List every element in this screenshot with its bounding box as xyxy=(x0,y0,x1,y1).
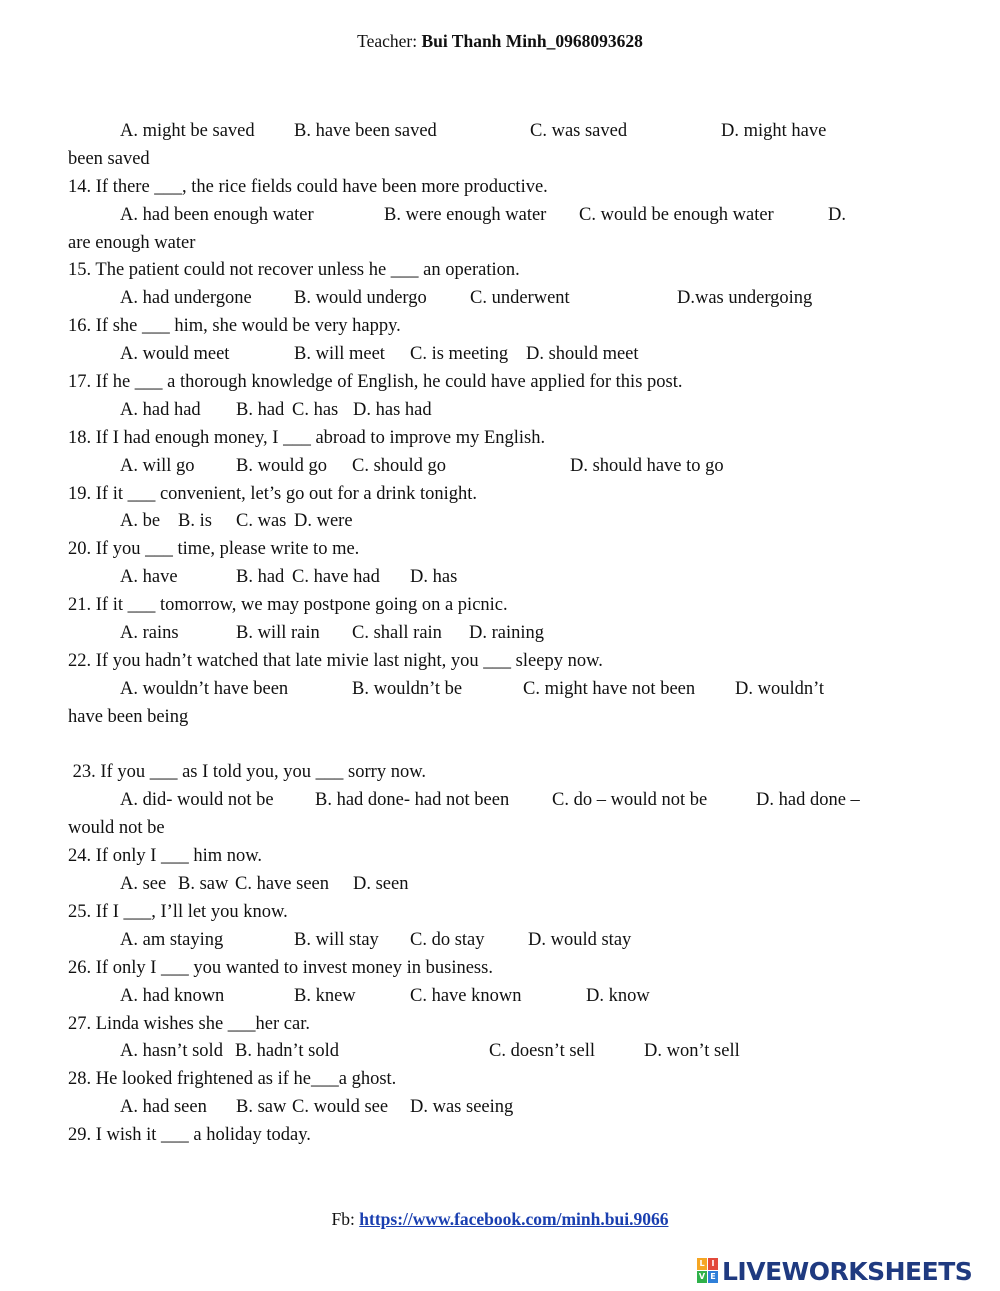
options-19: A. be B. is C. was D. were xyxy=(120,511,353,532)
options-15: A. had undergone B. would undergo C. underwent D.was undergoing xyxy=(120,288,813,309)
facebook-link[interactable]: https://www.facebook.com/minh.bui.9066 xyxy=(359,1209,669,1229)
question-28: 28. He looked frightened as if he___a ghost. xyxy=(68,1069,397,1090)
question-16: 16. If she ___ him, she would be very happy. xyxy=(68,316,401,337)
options-27: A. hasn’t sold B. hadn’t sold C. doesn’t sell D. won’t sell xyxy=(120,1041,740,1062)
question-21: 21. If it ___ tomorrow, we may postpone going on a picnic. xyxy=(68,595,508,616)
options-20: A. have B. had C. have had D. has xyxy=(120,567,458,588)
options-21: A. rains B. will rain C. shall rain D. raining xyxy=(120,623,545,644)
question-29: 29. I wish it ___ a holiday today. xyxy=(68,1125,311,1146)
options-28: A. had seen B. saw C. would see D. was seeing xyxy=(120,1097,514,1118)
options-24: A. see B. saw C. have seen D. seen xyxy=(120,874,409,895)
options-13: A. might be saved B. have been saved C. was saved D. might have xyxy=(120,121,827,141)
options-26: A. had known B. knew C. have known D. know xyxy=(120,985,650,1006)
question-15: 15. The patient could not recover unless he ___ an operation. xyxy=(68,260,520,281)
question-25: 25. If I ___, I’ll let you know. xyxy=(68,901,288,922)
page-header: Teacher: Bui Thanh Minh_0968093628 xyxy=(357,31,643,51)
question-17: 17. If he ___ a thorough knowledge of English, he could have applied for this post. xyxy=(68,372,683,393)
page-footer: Fb: https://www.facebook.com/minh.bui.9066 xyxy=(331,1209,669,1229)
question-19: 19. If it ___ convenient, let’s go out for a drink tonight. xyxy=(68,483,477,504)
options-23-wrap: would not be xyxy=(68,818,165,839)
liveworksheets-icon: L I V E xyxy=(697,1258,719,1284)
teacher-name: Bui Thanh Minh_0968093628 xyxy=(421,31,643,51)
question-22: 22. If you hadn’t watched that late mivie last night, you ___ sleepy now. xyxy=(68,650,603,671)
question-23: 23. If you ___ as I told you, you ___ sorry now. xyxy=(68,762,426,783)
question-27: 27. Linda wishes she ___her car. xyxy=(68,1013,310,1034)
question-14: 14. If there ___, the rice fields could have been more productive. xyxy=(68,176,548,197)
worksheet-body xyxy=(68,118,868,1150)
options-14-wrap: are enough water xyxy=(68,232,196,253)
blank-line xyxy=(68,732,868,760)
question-24: 24. If only I ___ him now. xyxy=(68,846,263,867)
options-25: A. am staying B. will stay C. do stay D. would stay xyxy=(120,929,632,950)
options-16: A. would meet B. will meet C. is meeting D. should meet xyxy=(120,344,639,365)
question-20: 20. If you ___ time, please write to me. xyxy=(68,539,360,560)
options-13-wrap: been saved xyxy=(68,148,150,169)
options-14: A. had been enough water B. were enough water C. would be enough water D. xyxy=(120,204,846,225)
options-23: A. did- would not be B. had done- had not been C. do – would not be D. had done – xyxy=(120,790,860,811)
liveworksheets-logo xyxy=(697,1254,997,1288)
question-18: 18. If I had enough money, I ___ abroad to improve my English. xyxy=(68,427,546,448)
options-17: A. had had B. had C. has D. has had xyxy=(120,399,432,420)
options-18: A. will go B. would go C. should go D. should have to go xyxy=(120,455,724,476)
options-22: A. wouldn’t have been B. wouldn’t be C. might have not been D. wouldn’t xyxy=(120,678,825,699)
question-26: 26. If only I ___ you wanted to invest money in business. xyxy=(68,957,493,978)
options-22-wrap: have been being xyxy=(68,706,189,727)
brand-text: LIVEWORKSHEETS xyxy=(722,1256,973,1286)
